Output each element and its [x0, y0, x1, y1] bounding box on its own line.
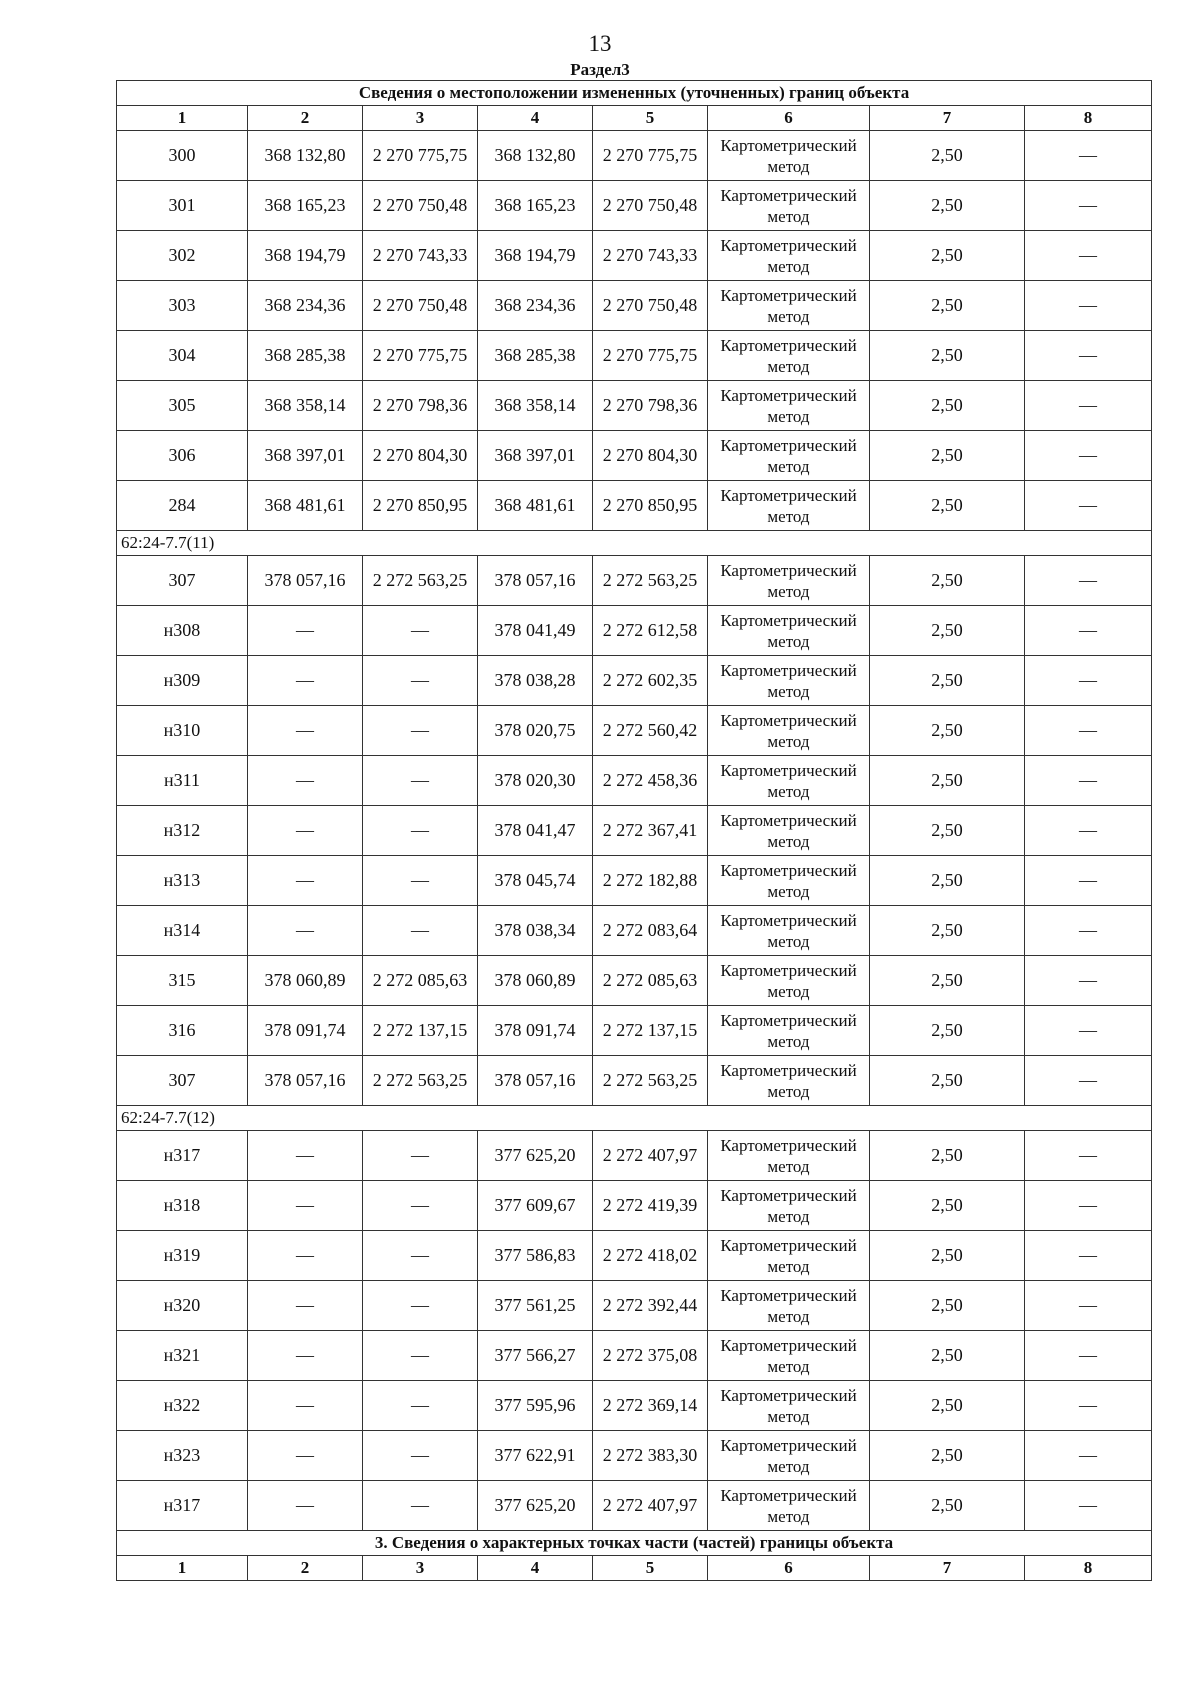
cell-y-new: 2 270 775,75: [593, 131, 708, 181]
cell-description: —: [1025, 706, 1152, 756]
cell-accuracy: 2,50: [870, 131, 1025, 181]
cell-y-new: 2 272 560,42: [593, 706, 708, 756]
cell-y-old: 2 270 750,48: [363, 181, 478, 231]
cell-point: н317: [117, 1131, 248, 1181]
cell-method: Картометрический метод: [708, 331, 870, 381]
cell-y-old: 2 272 085,63: [363, 956, 478, 1006]
cell-method: Картометрический метод: [708, 181, 870, 231]
cell-x-new: 377 625,20: [478, 1481, 593, 1531]
table-row: [117, 1056, 1152, 1106]
cell-y-new: 2 272 563,25: [593, 556, 708, 606]
cell-point: н320: [117, 1281, 248, 1331]
cell-description: —: [1025, 181, 1152, 231]
cell-x-old: —: [248, 1481, 363, 1531]
cell-x-new: 368 285,38: [478, 331, 593, 381]
cell-description: —: [1025, 1481, 1152, 1531]
cell-point: н310: [117, 706, 248, 756]
cell-description: —: [1025, 1131, 1152, 1181]
column-number: 4: [478, 1556, 593, 1581]
cell-y-old: —: [363, 606, 478, 656]
cell-method: Картометрический метод: [708, 1331, 870, 1381]
cell-y-new: 2 270 775,75: [593, 331, 708, 381]
cell-point: н311: [117, 756, 248, 806]
cell-y-old: —: [363, 1331, 478, 1381]
cell-method: Картометрический метод: [708, 906, 870, 956]
cell-x-new: 368 397,01: [478, 431, 593, 481]
cell-accuracy: 2,50: [870, 281, 1025, 331]
cell-x-old: —: [248, 906, 363, 956]
cell-y-old: 2 270 743,33: [363, 231, 478, 281]
column-number: 2: [248, 106, 363, 131]
cell-description: —: [1025, 131, 1152, 181]
cell-y-old: —: [363, 906, 478, 956]
cell-x-new: 378 020,30: [478, 756, 593, 806]
cell-x-old: —: [248, 1181, 363, 1231]
cell-y-old: —: [363, 1231, 478, 1281]
table-row: [117, 181, 1152, 231]
table-row: [117, 1131, 1152, 1181]
cell-y-old: —: [363, 1181, 478, 1231]
table-row: [117, 656, 1152, 706]
cell-description: —: [1025, 1231, 1152, 1281]
cell-accuracy: 2,50: [870, 756, 1025, 806]
cell-description: —: [1025, 1056, 1152, 1106]
cell-y-old: 2 272 137,15: [363, 1006, 478, 1056]
cell-y-new: 2 272 369,14: [593, 1381, 708, 1431]
cell-description: —: [1025, 856, 1152, 906]
page-number: 13: [588, 31, 612, 56]
cell-x-old: —: [248, 1431, 363, 1481]
column-number-row: [117, 106, 1152, 131]
cell-x-old: 368 234,36: [248, 281, 363, 331]
cell-method: Картометрический метод: [708, 756, 870, 806]
cell-x-new: 378 045,74: [478, 856, 593, 906]
cell-x-new: 368 481,61: [478, 481, 593, 531]
cell-x-new: 368 165,23: [478, 181, 593, 231]
cell-x-new: 378 020,75: [478, 706, 593, 756]
cell-description: —: [1025, 1006, 1152, 1056]
group-label: 62:24-7.7(11): [117, 531, 1152, 556]
cell-point: н314: [117, 906, 248, 956]
cell-description: —: [1025, 331, 1152, 381]
group-label: 62:24-7.7(12): [117, 1106, 1152, 1131]
cell-method: Картометрический метод: [708, 1231, 870, 1281]
cell-accuracy: 2,50: [870, 331, 1025, 381]
cell-y-new: 2 270 798,36: [593, 381, 708, 431]
cell-y-old: 2 270 775,75: [363, 131, 478, 181]
cell-x-new: 378 091,74: [478, 1006, 593, 1056]
table-row: [117, 231, 1152, 281]
cell-accuracy: 2,50: [870, 1481, 1025, 1531]
column-number: 5: [593, 1556, 708, 1581]
cell-x-old: 378 091,74: [248, 1006, 363, 1056]
cell-x-old: —: [248, 1381, 363, 1431]
cell-accuracy: 2,50: [870, 1056, 1025, 1106]
cell-description: —: [1025, 381, 1152, 431]
cell-point: 303: [117, 281, 248, 331]
cell-method: Картометрический метод: [708, 606, 870, 656]
cell-x-new: 378 041,47: [478, 806, 593, 856]
cell-description: —: [1025, 606, 1152, 656]
cell-x-old: 368 132,80: [248, 131, 363, 181]
cell-description: —: [1025, 806, 1152, 856]
cell-y-old: —: [363, 1481, 478, 1531]
cell-accuracy: 2,50: [870, 906, 1025, 956]
cell-x-new: 377 622,91: [478, 1431, 593, 1481]
table-row: [117, 281, 1152, 331]
cell-y-new: 2 270 804,30: [593, 431, 708, 481]
cell-y-new: 2 272 367,41: [593, 806, 708, 856]
cell-accuracy: 2,50: [870, 806, 1025, 856]
section3-column-number-row: [117, 1556, 1152, 1581]
cell-x-old: 368 397,01: [248, 431, 363, 481]
cell-method: Картометрический метод: [708, 1431, 870, 1481]
cell-x-old: —: [248, 856, 363, 906]
cell-x-old: 368 194,79: [248, 231, 363, 281]
cell-point: 301: [117, 181, 248, 231]
cell-x-old: 368 358,14: [248, 381, 363, 431]
cell-point: н309: [117, 656, 248, 706]
column-number: 1: [117, 1556, 248, 1581]
cell-description: —: [1025, 656, 1152, 706]
table-row: [117, 431, 1152, 481]
cell-description: —: [1025, 231, 1152, 281]
table-row: [117, 556, 1152, 606]
cell-description: —: [1025, 281, 1152, 331]
cell-method: Картометрический метод: [708, 131, 870, 181]
cell-y-old: 2 270 798,36: [363, 381, 478, 431]
cell-description: —: [1025, 556, 1152, 606]
cell-point: н317: [117, 1481, 248, 1531]
table-row: [117, 756, 1152, 806]
cell-y-old: —: [363, 1131, 478, 1181]
cell-accuracy: 2,50: [870, 231, 1025, 281]
cell-point: 304: [117, 331, 248, 381]
cell-x-new: 378 057,16: [478, 556, 593, 606]
boundary-coordinates-table: [116, 80, 1152, 1581]
cell-accuracy: 2,50: [870, 1381, 1025, 1431]
cell-y-old: 2 270 775,75: [363, 331, 478, 381]
cell-y-old: —: [363, 706, 478, 756]
cell-method: Картометрический метод: [708, 706, 870, 756]
cell-description: —: [1025, 481, 1152, 531]
cell-y-old: —: [363, 656, 478, 706]
cell-point: 306: [117, 431, 248, 481]
cell-accuracy: 2,50: [870, 1006, 1025, 1056]
cell-x-new: 378 038,34: [478, 906, 593, 956]
cell-y-old: 2 272 563,25: [363, 556, 478, 606]
cell-accuracy: 2,50: [870, 181, 1025, 231]
cell-method: Картометрический метод: [708, 1056, 870, 1106]
table-row: [117, 1181, 1152, 1231]
cell-point: н313: [117, 856, 248, 906]
table-row: [117, 1331, 1152, 1381]
cell-x-old: —: [248, 1131, 363, 1181]
cell-x-new: 377 595,96: [478, 1381, 593, 1431]
cell-point: н321: [117, 1331, 248, 1381]
table-row: [117, 606, 1152, 656]
cell-point: 315: [117, 956, 248, 1006]
cell-method: Картометрический метод: [708, 556, 870, 606]
cell-point: н323: [117, 1431, 248, 1481]
cell-method: Картометрический метод: [708, 381, 870, 431]
cell-description: —: [1025, 1381, 1152, 1431]
cell-x-old: —: [248, 606, 363, 656]
cell-x-old: 368 285,38: [248, 331, 363, 381]
column-number: 2: [248, 1556, 363, 1581]
cell-x-new: 377 609,67: [478, 1181, 593, 1231]
cell-y-new: 2 272 407,97: [593, 1131, 708, 1181]
table-row: [117, 856, 1152, 906]
cell-method: Картометрический метод: [708, 481, 870, 531]
column-number: 8: [1025, 1556, 1152, 1581]
cell-accuracy: 2,50: [870, 706, 1025, 756]
table-row: [117, 1006, 1152, 1056]
cell-x-old: —: [248, 1331, 363, 1381]
cell-point: н308: [117, 606, 248, 656]
cell-y-old: —: [363, 1431, 478, 1481]
table-row: [117, 1431, 1152, 1481]
cell-point: н319: [117, 1231, 248, 1281]
column-number: 7: [870, 106, 1025, 131]
cell-accuracy: 2,50: [870, 381, 1025, 431]
column-number: 1: [117, 106, 248, 131]
column-number: 5: [593, 106, 708, 131]
cell-description: —: [1025, 431, 1152, 481]
cell-x-new: 368 358,14: [478, 381, 593, 431]
cell-x-old: 368 165,23: [248, 181, 363, 231]
cell-y-new: 2 272 137,15: [593, 1006, 708, 1056]
cell-accuracy: 2,50: [870, 656, 1025, 706]
cell-x-new: 368 234,36: [478, 281, 593, 331]
cell-method: Картометрический метод: [708, 1481, 870, 1531]
table-row: [117, 1281, 1152, 1331]
cell-point: 302: [117, 231, 248, 281]
cell-y-old: —: [363, 856, 478, 906]
cell-y-new: 2 270 743,33: [593, 231, 708, 281]
column-number: 3: [363, 106, 478, 131]
column-number: 7: [870, 1556, 1025, 1581]
cell-description: —: [1025, 906, 1152, 956]
cell-y-new: 2 272 392,44: [593, 1281, 708, 1331]
table-row: [117, 1231, 1152, 1281]
cell-x-new: 378 057,16: [478, 1056, 593, 1106]
table-title: Сведения о местоположении измененных (уточненных) границ объекта: [117, 81, 1152, 106]
cell-y-new: 2 272 419,39: [593, 1181, 708, 1231]
cell-x-new: 378 041,49: [478, 606, 593, 656]
cell-point: 316: [117, 1006, 248, 1056]
cell-y-old: —: [363, 1281, 478, 1331]
cell-x-new: 377 586,83: [478, 1231, 593, 1281]
cell-accuracy: 2,50: [870, 956, 1025, 1006]
table-title-row: [117, 81, 1152, 106]
cell-point: 300: [117, 131, 248, 181]
cell-x-new: 377 561,25: [478, 1281, 593, 1331]
cell-x-old: —: [248, 806, 363, 856]
group-label-row: [117, 531, 1152, 556]
cell-method: Картометрический метод: [708, 1281, 870, 1331]
cell-x-new: 378 038,28: [478, 656, 593, 706]
cell-accuracy: 2,50: [870, 1331, 1025, 1381]
cell-y-new: 2 272 458,36: [593, 756, 708, 806]
table-row: [117, 331, 1152, 381]
cell-y-old: —: [363, 1381, 478, 1431]
cell-accuracy: 2,50: [870, 1281, 1025, 1331]
cell-y-new: 2 272 182,88: [593, 856, 708, 906]
table-row: [117, 906, 1152, 956]
table-row: [117, 381, 1152, 431]
section3-title: 3. Сведения о характерных точках части (частей) границы объекта: [117, 1531, 1152, 1556]
cell-point: 307: [117, 556, 248, 606]
cell-x-old: 368 481,61: [248, 481, 363, 531]
cell-x-old: —: [248, 1231, 363, 1281]
cell-method: Картометрический метод: [708, 431, 870, 481]
cell-point: н322: [117, 1381, 248, 1431]
table-row: [117, 706, 1152, 756]
cell-y-new: 2 272 407,97: [593, 1481, 708, 1531]
cell-y-new: 2 272 375,08: [593, 1331, 708, 1381]
cell-x-old: —: [248, 706, 363, 756]
cell-point: 284: [117, 481, 248, 531]
cell-method: Картометрический метод: [708, 856, 870, 906]
table-row: [117, 1381, 1152, 1431]
cell-method: Картометрический метод: [708, 1381, 870, 1431]
cell-point: н318: [117, 1181, 248, 1231]
table-row: [117, 806, 1152, 856]
cell-accuracy: 2,50: [870, 431, 1025, 481]
cell-method: Картометрический метод: [708, 231, 870, 281]
cell-method: Картометрический метод: [708, 1131, 870, 1181]
cell-y-new: 2 272 418,02: [593, 1231, 708, 1281]
cell-x-new: 377 625,20: [478, 1131, 593, 1181]
cell-y-new: 2 272 602,35: [593, 656, 708, 706]
cell-x-old: —: [248, 656, 363, 706]
cell-y-old: 2 270 750,48: [363, 281, 478, 331]
table-row: [117, 956, 1152, 1006]
cell-description: —: [1025, 756, 1152, 806]
group-label-row: [117, 1106, 1152, 1131]
cell-x-new: 368 132,80: [478, 131, 593, 181]
cell-description: —: [1025, 1181, 1152, 1231]
cell-x-old: 378 060,89: [248, 956, 363, 1006]
cell-accuracy: 2,50: [870, 606, 1025, 656]
cell-method: Картометрический метод: [708, 656, 870, 706]
cell-description: —: [1025, 1281, 1152, 1331]
cell-method: Картометрический метод: [708, 956, 870, 1006]
column-number: 3: [363, 1556, 478, 1581]
cell-y-new: 2 270 750,48: [593, 281, 708, 331]
column-number: 8: [1025, 106, 1152, 131]
cell-description: —: [1025, 1331, 1152, 1381]
cell-y-old: —: [363, 806, 478, 856]
cell-method: Картометрический метод: [708, 806, 870, 856]
cell-x-new: 377 566,27: [478, 1331, 593, 1381]
cell-method: Картометрический метод: [708, 1181, 870, 1231]
cell-y-old: 2 270 850,95: [363, 481, 478, 531]
cell-y-new: 2 272 383,30: [593, 1431, 708, 1481]
cell-accuracy: 2,50: [870, 556, 1025, 606]
cell-y-old: 2 270 804,30: [363, 431, 478, 481]
table-row: [117, 481, 1152, 531]
table-row: [117, 1481, 1152, 1531]
cell-y-new: 2 272 563,25: [593, 1056, 708, 1106]
section3-title-row: [117, 1531, 1152, 1556]
cell-accuracy: 2,50: [870, 1181, 1025, 1231]
cell-description: —: [1025, 1431, 1152, 1481]
cell-y-old: 2 272 563,25: [363, 1056, 478, 1106]
cell-x-new: 378 060,89: [478, 956, 593, 1006]
column-number: 6: [708, 106, 870, 131]
cell-y-new: 2 270 850,95: [593, 481, 708, 531]
column-number: 4: [478, 106, 593, 131]
cell-accuracy: 2,50: [870, 1431, 1025, 1481]
cell-method: Картометрический метод: [708, 281, 870, 331]
section-label: Раздел3: [570, 60, 630, 79]
table-row: [117, 131, 1152, 181]
cell-method: Картометрический метод: [708, 1006, 870, 1056]
cell-accuracy: 2,50: [870, 1231, 1025, 1281]
cell-y-old: —: [363, 756, 478, 806]
column-number: 6: [708, 1556, 870, 1581]
cell-accuracy: 2,50: [870, 481, 1025, 531]
cell-y-new: 2 272 083,64: [593, 906, 708, 956]
cell-point: н312: [117, 806, 248, 856]
cell-accuracy: 2,50: [870, 1131, 1025, 1181]
cell-x-old: 378 057,16: [248, 1056, 363, 1106]
cell-y-new: 2 270 750,48: [593, 181, 708, 231]
cell-x-old: —: [248, 756, 363, 806]
cell-y-new: 2 272 085,63: [593, 956, 708, 1006]
cell-y-new: 2 272 612,58: [593, 606, 708, 656]
cell-point: 305: [117, 381, 248, 431]
cell-x-old: —: [248, 1281, 363, 1331]
cell-accuracy: 2,50: [870, 856, 1025, 906]
cell-x-old: 378 057,16: [248, 556, 363, 606]
cell-description: —: [1025, 956, 1152, 1006]
cell-point: 307: [117, 1056, 248, 1106]
cell-x-new: 368 194,79: [478, 231, 593, 281]
